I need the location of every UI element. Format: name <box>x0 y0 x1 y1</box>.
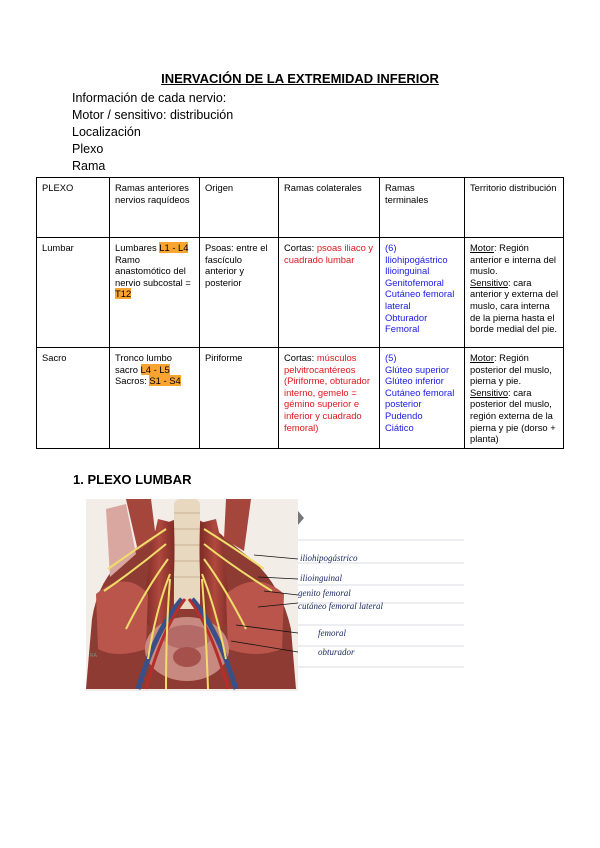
terminales-count: (6) <box>385 242 397 253</box>
handwritten-label: iliohipogástrico <box>300 553 358 563</box>
header-cell: Ramas colaterales <box>279 178 380 238</box>
intro-line: Plexo <box>72 142 104 156</box>
figure-corner-mark: RA <box>90 653 97 659</box>
terminal-item: Cutáneo femoral posterior <box>385 386 455 410</box>
ramas-prefix: Tronco lumbo sacro <box>115 352 172 375</box>
terminales-count: (5) <box>385 352 397 363</box>
territorio-cell <box>465 348 564 449</box>
table-header-row <box>37 178 564 238</box>
intro-line: Localización <box>72 125 141 139</box>
ramas-prefix: Lumbares <box>115 242 160 253</box>
terminal-item: Femoral <box>385 323 420 335</box>
territorio-cell <box>465 238 564 348</box>
ramas-mid: Ramo anastomótico del nervio subcostal = <box>115 253 191 288</box>
sensitivo-text: : cara posterior del muslo, región externa de la pierna y pie (dorso + planta) <box>470 386 556 445</box>
motor-label: Motor <box>470 352 494 363</box>
header-cell: Ramas terminales <box>380 178 465 238</box>
intro-line: Rama <box>72 159 106 173</box>
terminal-item: Genitofemoral <box>385 276 444 288</box>
handwritten-label: obturador <box>318 647 355 657</box>
handwritten-label: femoral <box>318 628 346 638</box>
motor-text: : Región posterior del muslo, pierna y pie. <box>470 352 552 387</box>
plexo-cell: Lumbar <box>37 238 110 348</box>
intro-line: Motor / sensitivo: distribución <box>72 108 234 122</box>
highlight-segment: T12 <box>115 288 132 300</box>
header-cell: Origen <box>200 178 279 238</box>
sensitivo-label: Sensitivo <box>470 276 509 288</box>
plexo-cell: Sacro <box>37 348 110 449</box>
header-cell: PLEXO <box>37 178 110 238</box>
header-cell: Ramas anteriores nervios raquídeos <box>110 178 200 238</box>
terminales-cell <box>380 348 465 449</box>
highlight-segment: L1 - L4 <box>159 242 189 253</box>
intro-line: Información de cada nervio: <box>72 91 227 105</box>
terminal-item: Glúteo superior <box>385 363 450 375</box>
motor-text: : Región anterior e interna del muslo. <box>470 242 556 277</box>
ramas-cell <box>110 238 200 348</box>
terminal-item: Pudendo <box>385 409 423 421</box>
origen-cell: Piriforme <box>200 348 279 449</box>
section-heading: 1. PLEXO LUMBAR <box>73 472 192 487</box>
origen-cell: Psoas: entre el fascículo anterior y posterior <box>200 238 279 348</box>
terminal-item: Obturador <box>385 311 428 323</box>
colaterales-cell <box>279 238 380 348</box>
handwritten-label: genito femoral <box>298 588 351 598</box>
table-row-sacro <box>37 348 564 449</box>
terminal-item: Iliohipogástrico <box>385 253 448 265</box>
sensitivo-label: Sensitivo <box>470 386 509 398</box>
ramas-cell <box>110 348 200 449</box>
highlight-segment: L4 - L5 <box>140 363 170 375</box>
ramas-mid: Sacros: <box>115 375 150 387</box>
terminales-cell <box>380 238 465 348</box>
colaterales-cell <box>279 348 380 449</box>
colaterales-text: músculos pelvitrocantéreos (Piriforme, obturador interno, gemelo = gémino superior e inferior y cuadrado femoral) <box>284 352 370 433</box>
motor-label: Motor <box>470 242 494 253</box>
terminal-item: Cutáneo femoral lateral <box>385 288 455 311</box>
highlight-segment: S1 - S4 <box>149 375 181 387</box>
header-cell: Territorio distribución <box>465 178 564 238</box>
sensitivo-text: : cara anterior y externa del muslo, cara interna de la pierna hasta el borde medial del pie. <box>470 276 559 335</box>
lumbar-plexus-figure <box>86 499 464 691</box>
colaterales-prefix: Cortas: <box>284 352 317 363</box>
handwritten-label: ilioinguinal <box>300 573 343 583</box>
plexus-table <box>36 177 564 449</box>
terminal-item: Ilioinguinal <box>385 265 430 277</box>
terminal-item: Glúteo inferior <box>385 375 444 387</box>
handwritten-label: cutáneo femoral lateral <box>298 601 383 611</box>
terminal-item: Ciático <box>385 421 414 433</box>
intro-list <box>72 90 233 175</box>
colaterales-text: psoas iliaco y cuadrado lumbar <box>284 242 374 265</box>
table-row-lumbar <box>37 238 564 348</box>
anatomy-illustration <box>86 499 464 691</box>
colaterales-prefix: Cortas: <box>284 242 317 253</box>
page-title: INERVACIÓN DE LA EXTREMIDAD INFERIOR <box>161 71 439 86</box>
